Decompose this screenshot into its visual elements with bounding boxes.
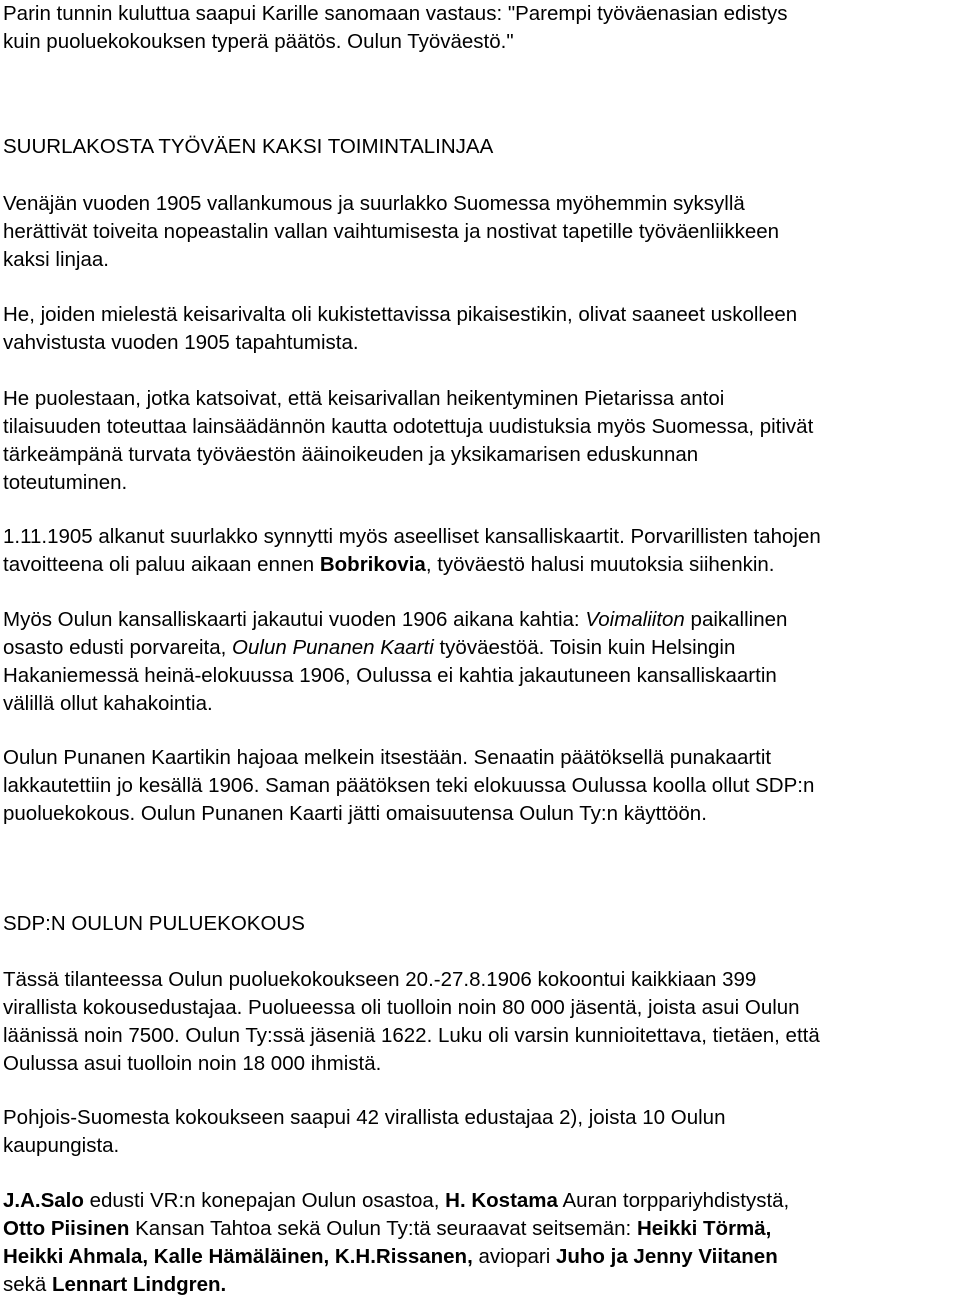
text-line: vahvistusta vuoden 1905 tapahtumista. xyxy=(3,331,359,354)
paragraph-tilanteessa xyxy=(3,966,820,1078)
bold-name: H. Kostama xyxy=(445,1189,558,1212)
text-line: Otto Piisinen Kansan Tahtoa sekä Oulun Ty:tä seuraavat seitsemän: Heikki Törmä, xyxy=(3,1217,772,1240)
paragraph-pohjois-suomesta xyxy=(3,1104,725,1160)
text-line: tärkeämpänä turvata työväestön ääinoikeuden ja yksikamarisen eduskunnan xyxy=(3,443,699,466)
paragraph-revolution xyxy=(3,190,779,274)
bold-name: Lennart Lindgren. xyxy=(52,1273,227,1296)
text-line: herättivät toiveita nopeastalin vallan vaihtumisesta ja nostivat tapetille työväenliikkeen xyxy=(3,220,780,243)
paragraph-puolestaan xyxy=(3,385,813,497)
text-line: Tässä tilanteessa Oulun puoluekokoukseen 20.-27.8.1906 kokoontui kaikkiaan 399 xyxy=(3,968,757,991)
paragraph-keisarivalta xyxy=(3,301,797,357)
intro-paragraph xyxy=(3,0,787,56)
text-line: välillä ollut kahakointia. xyxy=(3,692,213,715)
section-heading-puoluekokous xyxy=(3,910,305,938)
bold-name: Otto Piisinen xyxy=(3,1217,130,1240)
text-line: Myös Oulun kansalliskaarti jakautui vuoden 1906 aikana kahtia: Voimaliiton paikallinen xyxy=(3,608,788,631)
text-line: sekä Lennart Lindgren. xyxy=(3,1273,227,1296)
text-line: Pohjois-Suomesta kokoukseen saapui 42 virallista edustajaa 2), joista 10 Oulun xyxy=(3,1106,726,1129)
heading-text: SDP:N OULUN PULUEKOKOUS xyxy=(3,912,305,935)
text-line: toteutuminen. xyxy=(3,471,128,494)
text-line: J.A.Salo edusti VR:n konepajan Oulun osastoa, H. Kostama Auran torppariyhdistystä, xyxy=(3,1189,790,1212)
text-line: tavoitteena oli paluu aikaan ennen Bobrikovia, työväestö halusi muutoksia siihenkin. xyxy=(3,553,775,576)
text-line: Oulun Punanen Kaartikin hajoaa melkein itsestään. Senaatin päätöksellä punakaartit xyxy=(3,746,772,769)
bold-name: Juho ja Jenny Viitanen xyxy=(555,1245,778,1268)
text-line: Venäjän vuoden 1905 vallankumous ja suurlakko Suomessa myöhemmin syksyllä xyxy=(3,192,745,215)
text-line: kaupungista. xyxy=(3,1134,120,1157)
text-line: kaksi linjaa. xyxy=(3,248,109,271)
bold-name: Heikki Ahmala, Kalle Hämäläinen, K.H.Rissanen, xyxy=(3,1245,473,1268)
italic-name: Oulun Punanen Kaarti xyxy=(232,636,434,659)
text-line: He puolestaan, jotka katsoivat, että keisarivallan heikentyminen Pietarissa antoi xyxy=(3,387,725,410)
text-line: Oulussa asui tuolloin noin 18 000 ihmistä. xyxy=(3,1052,382,1075)
section-heading-suurlakko xyxy=(3,133,493,161)
text-line: virallista kokousedustajaa. Puolueessa oli tuolloin noin 80 000 jäsentä, joista asui Oulun xyxy=(3,996,800,1019)
text-line: Parin tunnin kuluttua saapui Karille sanomaan vastaus: "Parempi työväenasian edistys xyxy=(3,2,788,25)
text-line: osasto edusti porvareita, Oulun Punanen Kaarti työväestöä. Toisin kuin Helsingin xyxy=(3,636,736,659)
text-line: He, joiden mielestä keisarivalta oli kukistettavissa pikaisestikin, olivat saaneet uskolleen xyxy=(3,303,798,326)
bold-name: Heikki Törmä, xyxy=(636,1217,772,1240)
text-line: kuin puoluekokouksen typerä päätös. Oulun Työväestö." xyxy=(3,30,514,53)
paragraph-punanen-kaarti xyxy=(3,744,814,828)
text-line: 1.11.1905 alkanut suurlakko synnytti myös aseelliset kansalliskaartit. Porvarillisten tahojen xyxy=(3,525,821,548)
paragraph-edustajat xyxy=(3,1187,789,1299)
text-line: Heikki Ahmala, Kalle Hämäläinen, K.H.Rissanen, aviopari Juho ja Jenny Viitanen xyxy=(3,1245,778,1268)
text-line: tilaisuuden toteuttaa lainsäädännön kautta odotettuja uudistuksia myös Suomessa, pitivät xyxy=(3,415,814,438)
bold-name: Bobrikovia xyxy=(319,553,426,576)
text-line: puoluekokous. Oulun Punanen Kaarti jätti omaisuutensa Oulun Ty:n käyttöön. xyxy=(3,802,707,825)
text-line: lakkautettiin jo kesällä 1906. Saman päätöksen teki elokuussa Oulussa koolla ollut SDP:n xyxy=(3,774,815,797)
text-line: läänissä noin 7500. Oulun Ty:ssä jäseniä 1622. Luku oli varsin kunnioitettava, tietäen, että xyxy=(3,1024,820,1047)
paragraph-suurlakko xyxy=(3,523,821,579)
heading-text: SUURLAKOSTA TYÖVÄEN KAKSI TOIMINTALINJAA xyxy=(3,135,494,158)
bold-name: J.A.Salo xyxy=(3,1189,84,1212)
paragraph-kansalliskaarti xyxy=(3,606,787,718)
text-line: Hakaniemessä heinä-elokuussa 1906, Oulussa ei kahtia jakautuneen kansalliskaartin xyxy=(3,664,777,687)
italic-name: Voimaliiton xyxy=(585,608,685,631)
